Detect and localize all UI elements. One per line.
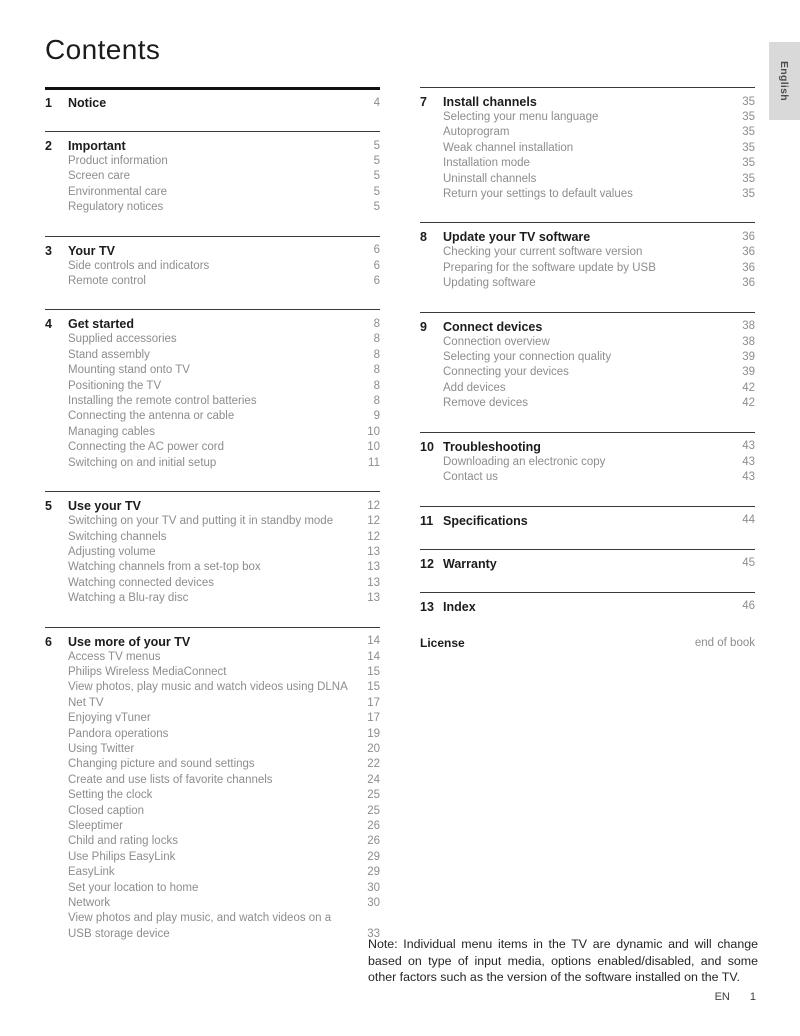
toc-subitem-row xyxy=(45,804,380,819)
subitem-label: EasyLink xyxy=(68,866,115,879)
toc-subitem-row xyxy=(420,455,755,470)
toc-section-9 xyxy=(420,312,755,412)
toc-subitem-row xyxy=(45,394,380,409)
toc-subitem-row xyxy=(45,440,380,455)
toc-section-1 xyxy=(45,87,380,111)
subitem-page-number: 5 xyxy=(373,170,380,183)
subitem-label: Screen care xyxy=(68,170,131,183)
section-title: Index xyxy=(443,599,476,614)
subitem-page-number: 10 xyxy=(367,441,380,454)
subitem-page-number: 5 xyxy=(373,155,380,167)
subitem-label: Create and use lists of favorite channels xyxy=(68,773,273,786)
subitem-label: Regulatory notices xyxy=(68,201,164,214)
toc-subitem-row xyxy=(45,363,380,378)
license-page-ref: end of book xyxy=(694,636,755,649)
subitem-label: Preparing for the software update by USB xyxy=(443,261,656,274)
toc-section-12 xyxy=(420,549,755,572)
section-number: 4 xyxy=(45,317,52,332)
subitem-page-number: 13 xyxy=(367,561,380,574)
section-page-number: 44 xyxy=(742,514,755,527)
subitem-label: Set your location to home xyxy=(68,881,199,894)
subitem-page-number: 10 xyxy=(367,425,380,438)
section-page-number: 6 xyxy=(373,244,380,257)
toc-subitem-row xyxy=(45,409,380,424)
toc-left-column xyxy=(45,87,380,962)
subitem-page-number: 42 xyxy=(742,397,755,410)
toc-subitem-row xyxy=(45,834,380,849)
toc-subitem-row xyxy=(45,332,380,347)
section-divider xyxy=(420,312,755,313)
subitem-page-number: 22 xyxy=(367,758,380,771)
toc-section-row xyxy=(45,634,380,650)
subitem-page-number: 13 xyxy=(367,545,380,558)
subitem-label: Supplied accessories xyxy=(68,333,177,346)
toc-subitem-row xyxy=(45,788,380,803)
toc-subitem-row xyxy=(45,169,380,184)
subitem-page-number: 25 xyxy=(367,789,380,802)
subitem-label: Uninstall channels xyxy=(443,172,537,185)
section-page-number: 36 xyxy=(742,231,755,244)
subitem-label: Contact us xyxy=(443,471,498,484)
subitem-page-number: 6 xyxy=(373,275,380,288)
section-title: Troubleshooting xyxy=(443,439,541,454)
subitem-page-number: 12 xyxy=(367,515,380,528)
section-number: 9 xyxy=(420,319,427,334)
subitem-label: Watching a Blu-ray disc xyxy=(68,592,189,605)
section-page-number: 12 xyxy=(367,499,380,512)
toc-section-row xyxy=(45,95,380,111)
toc-subitem-row xyxy=(45,274,380,289)
section-divider xyxy=(420,432,755,433)
subitem-page-number: 8 xyxy=(373,395,380,408)
toc-subitem-row xyxy=(45,185,380,200)
toc-subitem-row xyxy=(45,742,380,757)
subitem-label: Adjusting volume xyxy=(68,545,156,558)
section-page-number: 35 xyxy=(742,95,755,108)
section-page-number: 8 xyxy=(373,318,380,331)
section-divider xyxy=(420,592,755,593)
subitem-label: Remove devices xyxy=(443,397,529,410)
toc-subitem-row xyxy=(45,154,380,169)
subitem-label: Use Philips EasyLink xyxy=(68,850,176,863)
section-divider xyxy=(45,491,380,492)
toc-section-row xyxy=(45,316,380,332)
subitem-page-number: 11 xyxy=(368,456,380,469)
subitem-label: Return your settings to default values xyxy=(443,188,633,201)
section-number: 12 xyxy=(420,556,434,571)
section-number: 8 xyxy=(420,230,427,245)
toc-subitem-row xyxy=(45,819,380,834)
subitem-label: Net TV xyxy=(68,696,104,709)
toc-subitem-row xyxy=(45,456,380,471)
toc-subitem-row xyxy=(420,381,755,396)
subitem-page-number: 42 xyxy=(742,381,755,394)
toc-subitem-row xyxy=(420,110,755,125)
section-title: Important xyxy=(68,139,126,153)
toc-section-6 xyxy=(45,627,380,943)
subitem-label: Downloading an electronic copy xyxy=(443,455,606,468)
section-number: 13 xyxy=(420,599,434,614)
subitem-label: Connecting the antenna or cable xyxy=(68,410,235,423)
subitem-page-number: 17 xyxy=(367,712,380,725)
section-title: Get started xyxy=(68,317,134,332)
toc-subitem-row xyxy=(420,187,755,202)
toc-subitem-row xyxy=(420,470,755,485)
subitem-label: Product information xyxy=(68,155,168,167)
subitem-page-number: 6 xyxy=(373,259,380,272)
subitem-label: Managing cables xyxy=(68,425,155,438)
toc-subitem-row xyxy=(45,545,380,560)
subitem-label: Positioning the TV xyxy=(68,379,162,392)
section-divider xyxy=(420,549,755,550)
subitem-page-number: 20 xyxy=(367,742,380,755)
subitem-label: Connecting your devices xyxy=(443,366,569,379)
section-title: Update your TV software xyxy=(443,230,591,245)
toc-section-row xyxy=(420,513,755,529)
subitem-page-number: 26 xyxy=(367,835,380,848)
subitem-label: Closed caption xyxy=(68,804,145,817)
toc-subitem-row xyxy=(45,680,380,695)
subitem-label: Add devices xyxy=(443,381,506,394)
toc-right-column xyxy=(420,87,755,651)
toc-subitem-row xyxy=(45,591,380,606)
subitem-page-number: 8 xyxy=(373,364,380,377)
toc-section-row xyxy=(45,138,380,154)
toc-subitem-row xyxy=(420,125,755,140)
subitem-page-number: 15 xyxy=(367,681,380,694)
toc-section-10 xyxy=(420,432,755,486)
section-number: 2 xyxy=(45,139,52,153)
subitem-page-number: 5 xyxy=(373,185,380,198)
toc-section-3 xyxy=(45,236,380,290)
subitem-label: Updating software xyxy=(443,277,536,290)
toc-subitem-row xyxy=(45,514,380,529)
subitem-page-number: 35 xyxy=(742,188,755,201)
subitem-label: Child and rating locks xyxy=(68,835,178,848)
subitem-label: Switching channels xyxy=(68,530,167,543)
subitem-label: View photos, play music and watch videos using DLNA xyxy=(68,681,348,694)
toc-columns xyxy=(45,87,755,962)
toc-section-row xyxy=(420,556,755,572)
subitem-label: Stand assembly xyxy=(68,348,150,361)
subitem-page-number: 39 xyxy=(742,351,755,364)
section-number: 10 xyxy=(420,439,434,454)
subitem-label: View photos and play music, and watch videos on a USB storage device xyxy=(68,912,332,940)
subitem-label: Side controls and indicators xyxy=(68,259,210,272)
subitem-label: Selecting your connection quality xyxy=(443,351,612,364)
subitem-label: Remote control xyxy=(68,275,146,288)
toc-section-row xyxy=(420,319,755,335)
section-title: Warranty xyxy=(443,556,497,571)
subitem-page-number: 29 xyxy=(367,866,380,879)
toc-subitem-row xyxy=(45,696,380,711)
toc-subitem-row xyxy=(420,365,755,380)
subitem-label: Connection overview xyxy=(443,335,550,348)
subitem-page-number: 43 xyxy=(742,455,755,468)
language-tab xyxy=(769,42,800,120)
toc-subitem-row xyxy=(420,335,755,350)
toc-subitem-row xyxy=(420,261,755,276)
toc-subitem-row xyxy=(45,773,380,788)
section-divider xyxy=(45,131,380,132)
toc-subitem-row xyxy=(420,396,755,411)
toc-subitem-row xyxy=(420,172,755,187)
language-tab-label: English xyxy=(778,60,791,102)
subitem-page-number: 19 xyxy=(367,727,380,740)
subitem-page-number: 13 xyxy=(367,576,380,589)
section-title: Connect devices xyxy=(443,319,543,334)
subitem-label: Switching on your TV and putting it in standby mode xyxy=(68,515,334,528)
toc-subitem-row xyxy=(420,245,755,260)
section-number: 1 xyxy=(45,96,52,110)
subitem-label: Watching connected devices xyxy=(68,576,214,589)
subitem-page-number: 30 xyxy=(367,897,380,910)
subitem-label: Setting the clock xyxy=(68,789,153,802)
subitem-label: Access TV menus xyxy=(68,650,161,663)
toc-subitem-row xyxy=(45,560,380,575)
subitem-page-number: 8 xyxy=(373,379,380,392)
subitem-page-number: 35 xyxy=(742,141,755,154)
subitem-label: Autoprogram xyxy=(443,126,510,139)
toc-subitem-row xyxy=(45,711,380,726)
subitem-page-number: 43 xyxy=(742,471,755,484)
page-footer xyxy=(715,991,756,1003)
subitem-page-number: 9 xyxy=(373,410,380,423)
subitem-page-number: 36 xyxy=(742,277,755,290)
subitem-label: Network xyxy=(68,897,111,910)
toc-subitem-row xyxy=(45,757,380,772)
section-page-number: 5 xyxy=(373,139,380,152)
subitem-label: Switching on and initial setup xyxy=(68,456,217,469)
toc-section-4 xyxy=(45,309,380,471)
footer-page-number: 1 xyxy=(749,991,756,1003)
toc-subitem-row xyxy=(45,896,380,911)
section-page-number: 46 xyxy=(742,600,755,613)
toc-section-row xyxy=(45,498,380,514)
subitem-page-number: 15 xyxy=(367,665,380,678)
subitem-page-number: 5 xyxy=(373,201,380,214)
section-title: Specifications xyxy=(443,513,528,528)
subitem-label: Watching channels from a set-top box xyxy=(68,561,261,574)
toc-subitem-row xyxy=(45,881,380,896)
section-title: Use your TV xyxy=(68,499,141,514)
toc-subitem-row xyxy=(45,911,380,942)
subitem-label: Installing the remote control batteries xyxy=(68,395,257,408)
toc-section-7 xyxy=(420,87,755,202)
subitem-page-number: 35 xyxy=(742,172,755,185)
toc-subitem-row xyxy=(45,530,380,545)
license-label: License xyxy=(420,635,465,650)
subitem-label: Mounting stand onto TV xyxy=(68,364,190,377)
toc-subitem-row xyxy=(420,350,755,365)
subitem-page-number: 38 xyxy=(742,335,755,348)
subitem-page-number: 24 xyxy=(367,773,380,786)
toc-section-row xyxy=(420,599,755,615)
toc-section-row xyxy=(420,94,755,110)
toc-subitem-row xyxy=(420,141,755,156)
toc-section-11 xyxy=(420,506,755,529)
subitem-label: Pandora operations xyxy=(68,727,169,740)
section-divider xyxy=(420,87,755,88)
section-divider xyxy=(420,222,755,223)
section-divider xyxy=(45,87,380,90)
toc-section-8 xyxy=(420,222,755,291)
toc-right-sections xyxy=(420,87,755,615)
section-title: Your TV xyxy=(68,243,115,258)
subitem-label: Checking your current software version xyxy=(443,246,643,259)
note-text: Note: Individual menu items in the TV are dynamic and will change based on type of input media, options enabled/disabled, and some other factors such as the version of the software installed on the TV. xyxy=(368,937,758,985)
section-number: 7 xyxy=(420,95,427,109)
subitem-page-number: 29 xyxy=(367,850,380,863)
subitem-page-number: 13 xyxy=(367,592,380,605)
toc-subitem-row xyxy=(45,727,380,742)
page-title: Contents xyxy=(45,34,161,65)
footer-language-code: EN xyxy=(714,991,730,1003)
section-number: 11 xyxy=(420,513,434,528)
toc-subitem-row xyxy=(45,379,380,394)
toc-subitem-row xyxy=(45,650,380,665)
subitem-page-number: 35 xyxy=(742,111,755,123)
subitem-label: Enjoying vTuner xyxy=(68,712,151,725)
subitem-label: Using Twitter xyxy=(68,742,135,755)
license-row xyxy=(420,635,755,651)
subitem-page-number: 8 xyxy=(373,333,380,346)
toc-section-row xyxy=(420,439,755,455)
section-page-number: 14 xyxy=(367,635,380,648)
subitem-label: Sleeptimer xyxy=(68,820,123,832)
toc-section-13 xyxy=(420,592,755,615)
toc-subitem-row xyxy=(45,200,380,215)
toc-subitem-row xyxy=(420,156,755,171)
section-divider xyxy=(420,506,755,507)
subitem-page-number: 8 xyxy=(373,348,380,361)
toc-subitem-row xyxy=(45,348,380,363)
section-page-number: 38 xyxy=(742,320,755,333)
toc-subitem-row xyxy=(45,425,380,440)
section-divider xyxy=(45,309,380,310)
section-page-number: 45 xyxy=(742,557,755,570)
toc-section-row xyxy=(420,229,755,245)
subitem-label: Connecting the AC power cord xyxy=(68,441,224,454)
subitem-page-number: 35 xyxy=(742,126,755,139)
toc-section-2 xyxy=(45,131,380,216)
section-page-number: 4 xyxy=(373,96,380,109)
section-title: Use more of your TV xyxy=(68,634,191,649)
subitem-label: Weak channel installation xyxy=(443,141,574,154)
toc-subitem-row xyxy=(45,865,380,880)
subitem-label: Installation mode xyxy=(443,157,530,170)
toc-subitem-row xyxy=(45,259,380,274)
subitem-label: Philips Wireless MediaConnect xyxy=(68,665,227,678)
subitem-page-number: 30 xyxy=(367,881,380,894)
subitem-page-number: 14 xyxy=(367,650,380,663)
section-number: 3 xyxy=(45,243,52,258)
toc-subitem-row xyxy=(45,850,380,865)
toc-section-row xyxy=(45,243,380,259)
toc-subitem-row xyxy=(45,665,380,680)
subitem-page-number: 36 xyxy=(742,261,755,274)
subitem-label: Changing picture and sound settings xyxy=(68,758,255,771)
section-title: Notice xyxy=(68,96,107,110)
section-title: Install channels xyxy=(443,95,537,109)
section-divider xyxy=(45,627,380,628)
section-page-number: 43 xyxy=(742,440,755,453)
subitem-page-number: 39 xyxy=(742,366,755,379)
subitem-page-number: 17 xyxy=(367,696,380,709)
section-divider xyxy=(45,236,380,237)
subitem-label: Selecting your menu language xyxy=(443,111,599,123)
toc-subitem-row xyxy=(45,576,380,591)
subitem-page-number: 26 xyxy=(367,820,380,832)
toc-section-5 xyxy=(45,491,380,606)
subitem-page-number: 36 xyxy=(742,246,755,259)
subitem-label: Environmental care xyxy=(68,185,168,198)
toc-subitem-row xyxy=(420,276,755,291)
subitem-page-number: 35 xyxy=(742,157,755,170)
subitem-page-number: 12 xyxy=(367,530,380,543)
section-number: 5 xyxy=(45,499,52,514)
subitem-page-number: 33 xyxy=(367,927,380,940)
subitem-page-number: 25 xyxy=(367,804,380,817)
section-number: 6 xyxy=(45,634,52,649)
